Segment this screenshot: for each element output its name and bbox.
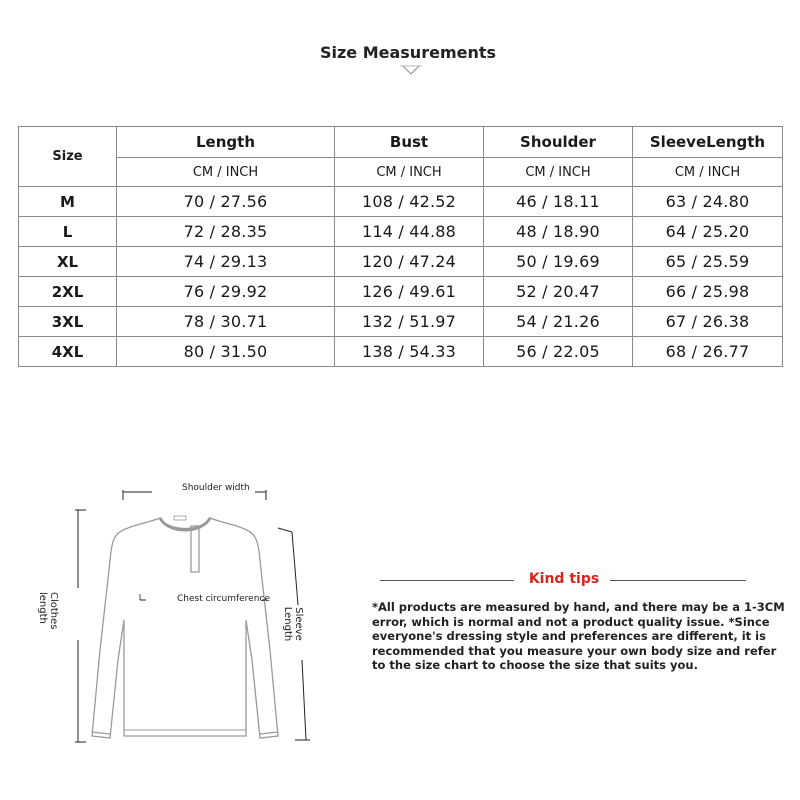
clothes-length-label: Clothes length [37,592,59,630]
bust-cell: 120 / 47.24 [335,247,484,277]
column-header-bust: Bust [335,127,484,158]
kind-tips-header [378,570,750,590]
unit-label: CM / INCH [633,158,783,187]
size-cell: 2XL [19,277,117,307]
table-row [19,187,783,217]
size-cell: 4XL [19,337,117,367]
size-table [18,126,783,367]
table-row [19,337,783,367]
shoulder-cell: 48 / 18.90 [484,217,633,247]
shoulder-cell: 46 / 18.11 [484,187,633,217]
length-cell: 74 / 29.13 [117,247,335,277]
table-unit-row [19,158,783,187]
kind-tips-title: Kind tips [528,571,600,587]
size-cell: L [19,217,117,247]
unit-label: CM / INCH [484,158,633,187]
chevron-down-icon [400,64,422,76]
length-cell: 70 / 27.56 [117,187,335,217]
size-cell: 3XL [19,307,117,337]
bust-cell: 114 / 44.88 [335,217,484,247]
size-cell: M [19,187,117,217]
sleeve-length-cell: 66 / 25.98 [633,277,783,307]
shoulder-cell: 50 / 19.69 [484,247,633,277]
page-title: Size Measurements [319,43,497,62]
sleeve-length-cell: 65 / 25.59 [633,247,783,277]
table-row [19,307,783,337]
sleeve-length-cell: 68 / 26.77 [633,337,783,367]
garment-diagram [30,470,340,770]
sleeve-length-label: Sleeve Length [282,606,304,642]
length-cell: 72 / 28.35 [117,217,335,247]
bust-cell: 132 / 51.97 [335,307,484,337]
unit-label: CM / INCH [335,158,484,187]
unit-label: CM / INCH [117,158,335,187]
table-row [19,277,783,307]
table-row [19,247,783,277]
column-header-sleeve-length: SleeveLength [633,127,783,158]
chest-circumference-label: Chest circumference [177,594,270,604]
bust-cell: 126 / 49.61 [335,277,484,307]
table-row [19,217,783,247]
shoulder-cell: 56 / 22.05 [484,337,633,367]
shoulder-width-label: Shoulder width [182,483,250,493]
size-header: Size [19,127,117,187]
sleeve-length-cell: 63 / 24.80 [633,187,783,217]
length-cell: 78 / 30.71 [117,307,335,337]
size-cell: XL [19,247,117,277]
length-cell: 80 / 31.50 [117,337,335,367]
sleeve-length-cell: 64 / 25.20 [633,217,783,247]
shoulder-cell: 52 / 20.47 [484,277,633,307]
shoulder-cell: 54 / 21.26 [484,307,633,337]
bust-cell: 138 / 54.33 [335,337,484,367]
bust-cell: 108 / 42.52 [335,187,484,217]
length-cell: 76 / 29.92 [117,277,335,307]
sleeve-length-cell: 67 / 26.38 [633,307,783,337]
table-header-row [19,127,783,158]
column-header-length: Length [117,127,335,158]
kind-tips-text: *All products are measured by hand, and there may be a 1-3CM error, which is normal and not a product quality issue. *Since everyone's dressing style and preferences are different, it is recommended that you measure your own body size and refer to the size chart to choose the size that suits you. [372,600,785,672]
column-header-shoulder: Shoulder [484,127,633,158]
